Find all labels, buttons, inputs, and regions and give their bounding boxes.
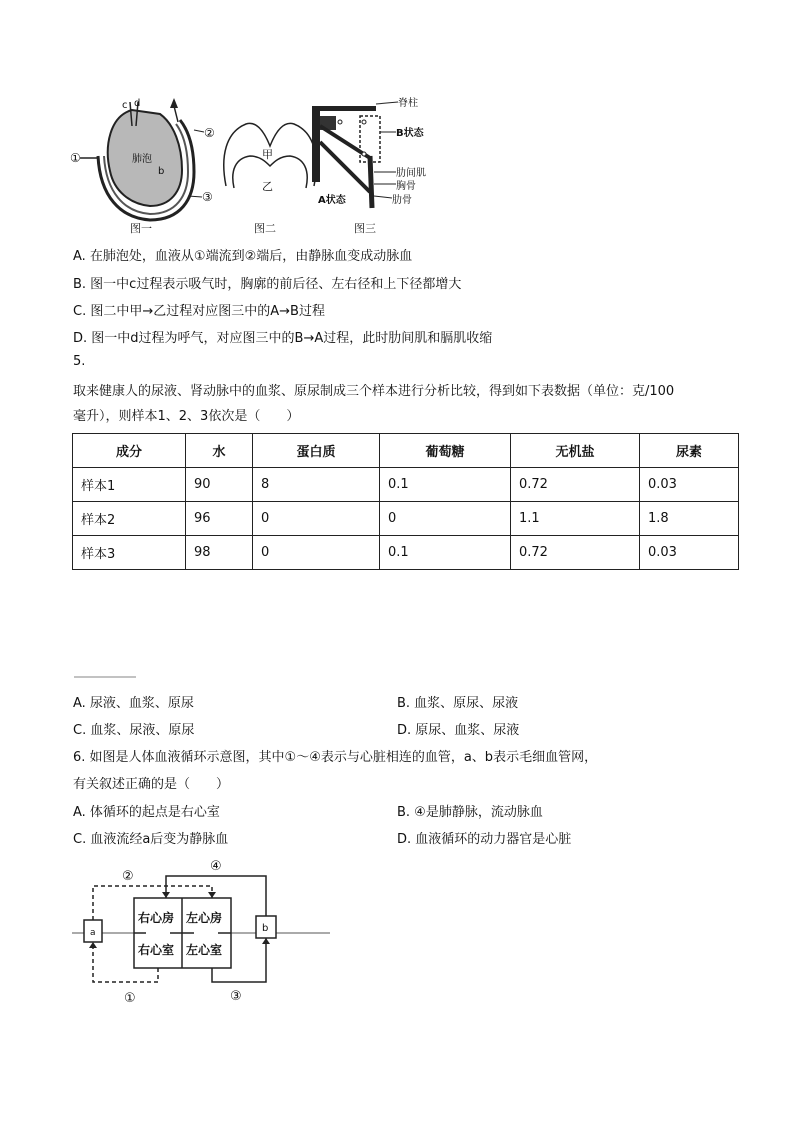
diagram-label-a: a: [90, 928, 96, 938]
diagram-label-b: b: [262, 923, 269, 934]
fig1-label-alveolus: 肺泡: [132, 154, 152, 165]
table-cell: 样本2: [73, 502, 186, 536]
table-cell: 0.03: [640, 536, 739, 570]
table-header: 蛋白质: [253, 434, 380, 468]
q5-number: 5.: [73, 354, 86, 369]
diagram-label-v1: ①: [124, 991, 136, 1006]
fig3-label-spine: 脊柱: [398, 98, 418, 109]
circulation-diagram: [72, 856, 334, 1008]
q6-option-b: B. ④是肺静脉，流动脉血: [397, 805, 543, 820]
fig2-label-jia: 甲: [262, 148, 273, 161]
table-header: 成分: [73, 434, 186, 468]
diagram-label-v2: ②: [122, 869, 134, 884]
fig1-label-b: b: [158, 166, 165, 177]
table-cell: 0: [253, 502, 380, 536]
table-cell: 样本1: [73, 468, 186, 502]
table-row: [73, 536, 739, 570]
fig1-label-c: c: [122, 100, 128, 111]
diagram-right-ventricle: 右心室: [138, 943, 175, 957]
fig1-label-d: d: [134, 98, 141, 109]
q6-stem-line1: 6. 如图是人体血液循环示意图，其中①～④表示与心脏相连的血管，a、b表示毛细血管网，: [73, 750, 598, 765]
table-cell: 98: [186, 536, 253, 570]
fig3-label-sternum: 胸骨: [396, 181, 416, 192]
q4-option-a: A. 在肺泡处，血液从①端流到②端后，由静脉血变成动脉血: [73, 249, 413, 264]
table-cell: 0: [253, 536, 380, 570]
diagram-left-ventricle: 左心室: [186, 943, 223, 957]
fig3-label-stateB: B状态: [396, 128, 424, 139]
table-cell: 0: [380, 502, 511, 536]
table-cell: 96: [186, 502, 253, 536]
q4-figures: [70, 96, 450, 236]
table-cell: 8: [253, 468, 380, 502]
table-cell: 1.8: [640, 502, 739, 536]
fig2-label-yi: 乙: [262, 180, 273, 193]
q5-stem-line1: 取来健康人的尿液、肾动脉中的血浆、原尿制成三个样本进行分析比较，得到如下表数据（单位：克/100: [73, 384, 675, 399]
q5-option-c: C. 血浆、尿液、原尿: [73, 723, 195, 738]
fig1-label-3: ③: [202, 190, 213, 204]
q6-option-c: C. 血液流经a后变为静脉血: [73, 832, 229, 847]
q6-option-d: D. 血液循环的动力器官是心脏: [397, 832, 572, 847]
fig1-label-1: ①: [70, 151, 81, 165]
table-cell: 1.1: [511, 502, 640, 536]
q6-option-a: A. 体循环的起点是右心室: [73, 805, 220, 820]
q5-option-d: D. 原尿、血浆、尿液: [397, 723, 520, 738]
table-cell: 样本3: [73, 536, 186, 570]
table-cell: 0.72: [511, 468, 640, 502]
diagram-left-atrium: 左心房: [186, 911, 223, 925]
table-row: [73, 468, 739, 502]
fig2-caption: 图二: [254, 222, 276, 235]
table-header: 水: [186, 434, 253, 468]
q5-option-a: A. 尿液、血浆、原尿: [73, 696, 194, 711]
diagram-label-v3: ③: [230, 989, 242, 1004]
q6-stem-line2: 有关叙述正确的是（ ）: [73, 777, 230, 792]
q5-option-b: B. 血浆、原尿、尿液: [397, 696, 519, 711]
fig3-label-intercostal: 肋间肌: [396, 168, 426, 179]
fig1-caption: 图一: [130, 222, 152, 235]
table-cell: 0.03: [640, 468, 739, 502]
q4-option-d: D. 图一中d过程为呼气，对应图三中的B→A过程，此时肋间肌和膈肌收缩: [73, 331, 493, 346]
q4-option-b: B. 图一中c过程表示吸气时，胸廓的前后径、左右径和上下径都增大: [73, 277, 462, 292]
q4-option-c: C. 图二中甲→乙过程对应图三中的A→B过程: [73, 304, 325, 319]
table-header: 葡萄糖: [380, 434, 511, 468]
table-cell: 0.72: [511, 536, 640, 570]
table-header: 无机盐: [511, 434, 640, 468]
scan-smudge: [74, 676, 136, 678]
fig3-label-stateA: A状态: [318, 195, 346, 206]
table-cell: 0.1: [380, 536, 511, 570]
table-header-row: [73, 434, 739, 468]
fig1-label-2: ②: [204, 126, 215, 140]
ribcage-figure: [312, 102, 398, 208]
table-cell: 0.1: [380, 468, 511, 502]
table-cell: 90: [186, 468, 253, 502]
fig3-label-rib: 肋骨: [392, 195, 412, 206]
q5-data-table: [72, 433, 739, 570]
diagram-label-v4: ④: [210, 859, 222, 874]
q5-stem-line2: 毫升），则样本1、2、3依次是（ ）: [73, 409, 300, 424]
table-header: 尿素: [640, 434, 739, 468]
fig3-caption: 图三: [354, 222, 376, 235]
diagram-right-atrium: 右心房: [138, 911, 175, 925]
table-row: [73, 502, 739, 536]
